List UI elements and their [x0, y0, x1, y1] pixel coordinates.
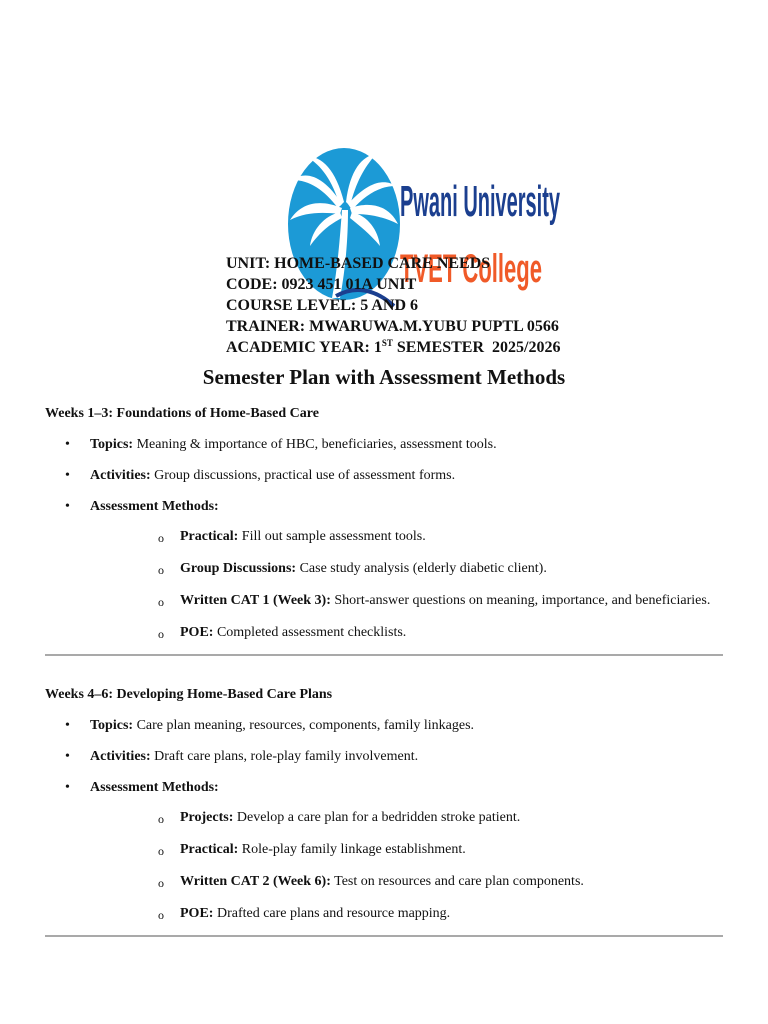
- ordinal-superscript: ST: [381, 338, 393, 348]
- unit-line: UNIT: HOME-BASED CARE NEEDS: [226, 255, 491, 272]
- section-bullet-list: [45, 436, 725, 642]
- method-text: Drafted care plans and resource mapping.: [213, 906, 451, 921]
- method-label: POE:: [180, 625, 214, 640]
- method-label: Practical:: [180, 529, 239, 544]
- assessment-methods-item: [45, 779, 725, 923]
- assessment-methods-label: Assessment Methods:: [90, 780, 219, 795]
- section-divider: [45, 935, 723, 937]
- topics-text: Care plan meaning, resources, components, family linkages.: [133, 718, 475, 733]
- academic-year-line: [226, 337, 560, 358]
- code-line: CODE: 0923 451 01A UNIT: [226, 276, 417, 293]
- activities-label: Activities:: [90, 468, 151, 483]
- method-text: Fill out sample assessment tools.: [238, 529, 426, 544]
- section-divider: [45, 654, 723, 656]
- topics-label: Topics:: [90, 718, 134, 733]
- section-heading: Weeks 1–3: Foundations of Home-Based Care: [45, 406, 319, 421]
- topics-item: [45, 717, 725, 735]
- method-text: Case study analysis (elderly diabetic client).: [296, 561, 547, 576]
- activities-label: Activities:: [90, 749, 151, 764]
- logo-college-name: TVET College: [400, 247, 542, 291]
- method-item: [90, 592, 725, 610]
- method-label: Written CAT 2 (Week 6):: [180, 874, 331, 889]
- method-item: [90, 873, 725, 891]
- method-label: Group Discussions:: [180, 561, 297, 576]
- method-text: Completed assessment checklists.: [213, 625, 407, 640]
- assessment-methods-list: [90, 528, 725, 642]
- assessment-methods-item: [45, 498, 725, 642]
- topics-label: Topics:: [90, 437, 134, 452]
- assessment-methods-label: Assessment Methods:: [90, 499, 219, 514]
- method-text: Develop a care plan for a bedridden stroke patient.: [233, 810, 521, 825]
- topics-item: [45, 436, 725, 454]
- logo-university-name: Pwani University: [400, 177, 561, 226]
- method-text: Role-play family linkage establishment.: [238, 842, 466, 857]
- method-item: [90, 528, 725, 546]
- method-text: Short-answer questions on meaning, importance, and beneficiaries.: [330, 593, 711, 608]
- activities-text: Draft care plans, role-play family involvement.: [150, 749, 419, 764]
- method-item: [90, 560, 725, 578]
- section-weeks-1-3: [45, 405, 725, 642]
- activities-item: [45, 748, 725, 766]
- method-item: [90, 809, 725, 827]
- assessment-methods-list: [90, 809, 725, 923]
- page-title: Semester Plan with Assessment Methods: [202, 365, 566, 389]
- activities-item: [45, 467, 725, 485]
- academic-year-prefix: ACADEMIC YEAR: 1: [226, 339, 382, 356]
- section-bullet-list: [45, 717, 725, 923]
- topics-text: Meaning & importance of HBC, beneficiaries, assessment tools.: [133, 437, 497, 452]
- method-label: Written CAT 1 (Week 3):: [180, 593, 331, 608]
- course-header: [226, 253, 560, 358]
- section-weeks-4-6: [45, 686, 725, 923]
- section-heading: Weeks 4–6: Developing Home-Based Care Plans: [45, 687, 333, 702]
- course-level-line: COURSE LEVEL: 5 AND 6: [226, 297, 419, 314]
- method-item: [90, 624, 725, 642]
- method-text: Test on resources and care plan components.: [330, 874, 584, 889]
- method-item: [90, 841, 725, 859]
- method-label: Projects:: [180, 810, 234, 825]
- method-item: [90, 905, 725, 923]
- activities-text: Group discussions, practical use of assessment forms.: [150, 468, 456, 483]
- method-label: Practical:: [180, 842, 239, 857]
- trainer-line: TRAINER: MWARUWA.M.YUBU PUPTL 0566: [226, 318, 559, 335]
- method-label: POE:: [180, 906, 214, 921]
- academic-year-suffix: SEMESTER 2025/2026: [392, 339, 561, 356]
